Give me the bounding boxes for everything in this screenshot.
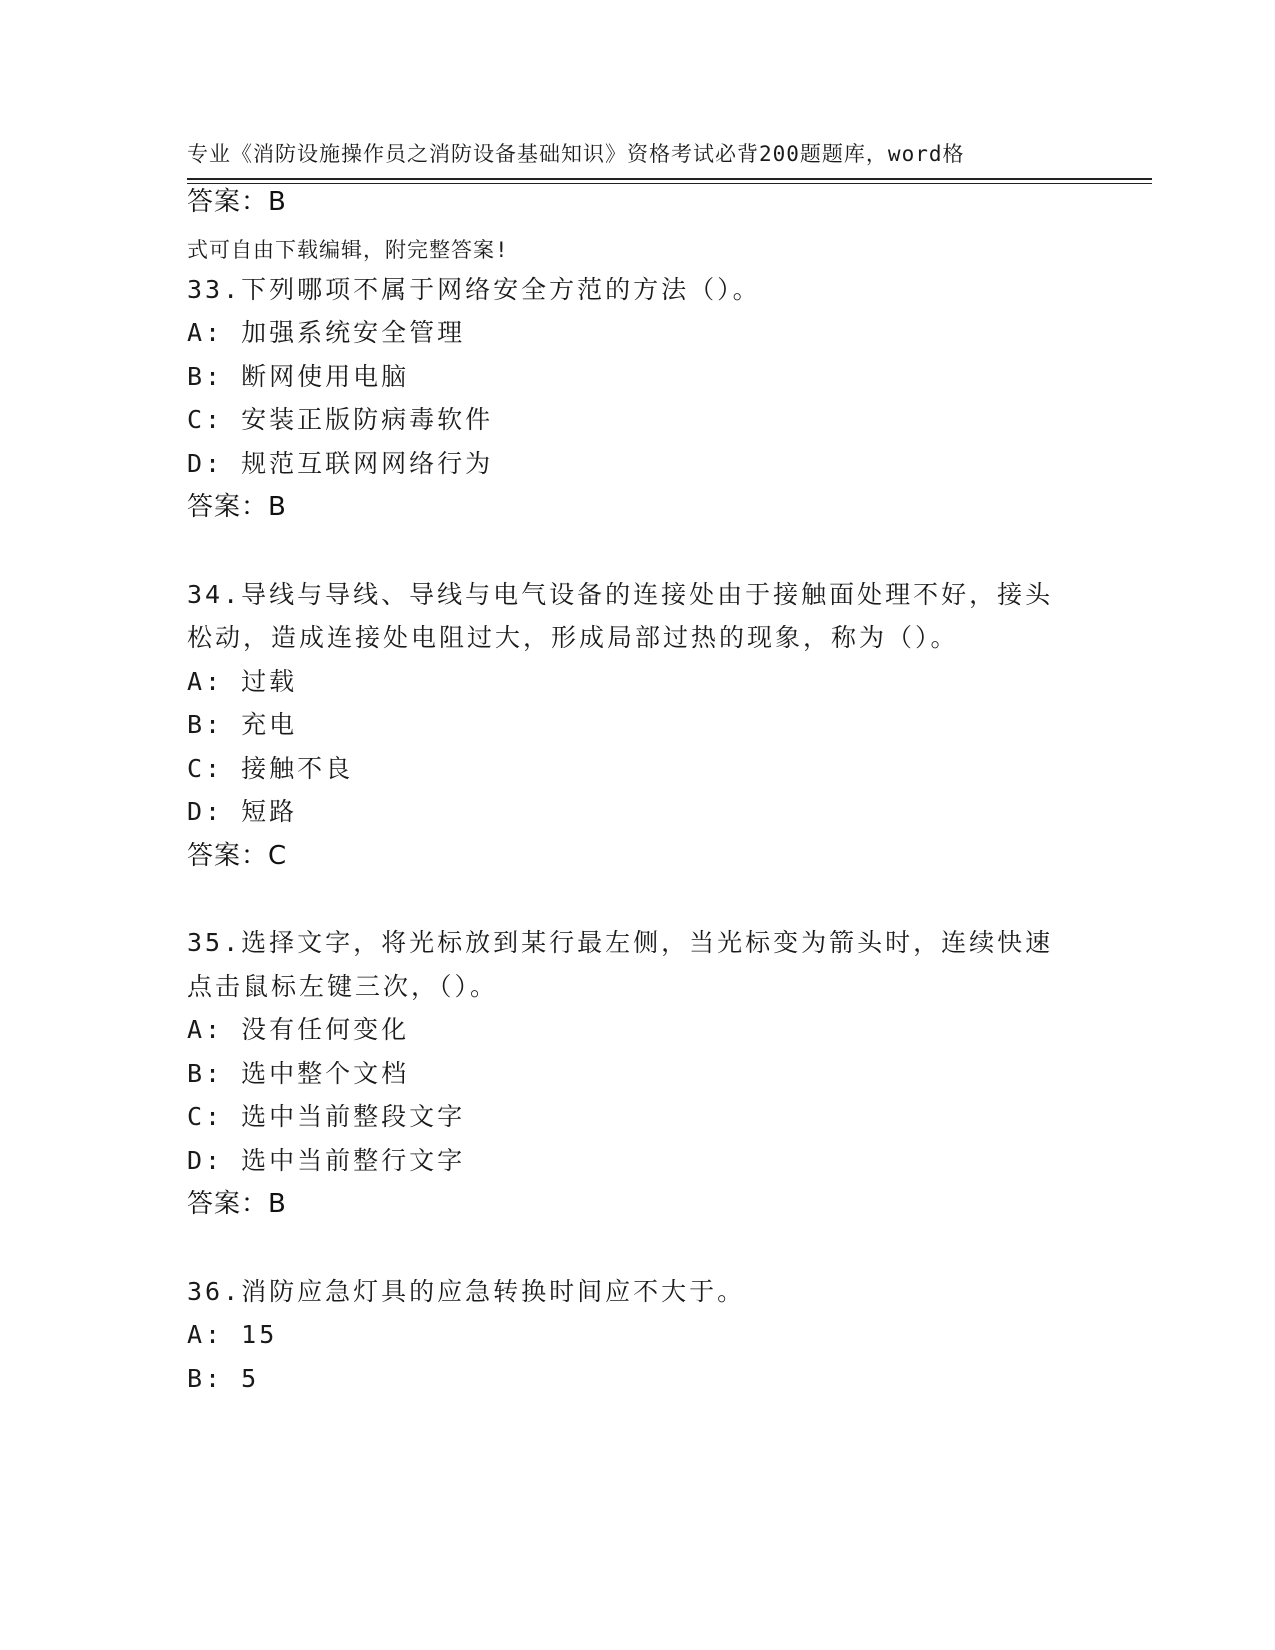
question-36-option-b: B: 5 — [187, 1364, 260, 1393]
header-line-1: 专业《消防设施操作员之消防设备基础知识》资格考试必背200题题库，word格 — [187, 142, 965, 166]
question-34-text-line-2: 松动，造成连接处电阻过大，形成局部过热的现象，称为（）。 — [187, 623, 959, 652]
header-line-2: 式可自由下载编辑，附完整答案! — [187, 238, 509, 262]
answer-33: 答案：B — [187, 492, 287, 522]
header-rule-thick — [187, 178, 1152, 180]
question-33-option-b: B: 断网使用电脑 — [187, 362, 410, 391]
question-34-option-b: B: 充电 — [187, 710, 298, 739]
question-34-option-a: A: 过载 — [187, 667, 298, 696]
question-34-option-d: D: 短路 — [187, 797, 298, 826]
question-33-option-a: A: 加强系统安全管理 — [187, 318, 466, 347]
answer-34: 答案：C — [187, 841, 288, 871]
question-35-option-a: A: 没有任何变化 — [187, 1015, 410, 1044]
question-35-option-b: B: 选中整个文档 — [187, 1059, 410, 1088]
question-33-option-c: C: 安装正版防病毒软件 — [187, 405, 494, 434]
question-35-text-line-1: 35.选择文字，将光标放到某行最左侧，当光标变为箭头时，连续快速 — [187, 928, 1054, 957]
question-33-option-d: D: 规范互联网网络行为 — [187, 449, 494, 478]
question-34-text-line-1: 34.导线与导线、导线与电气设备的连接处由于接触面处理不好，接头 — [187, 580, 1054, 609]
question-36-option-a: A: 15 — [187, 1320, 278, 1349]
question-34-option-c: C: 接触不良 — [187, 754, 354, 783]
question-36-text: 36.消防应急灯具的应急转换时间应不大于。 — [187, 1277, 746, 1306]
answer-35: 答案：B — [187, 1189, 287, 1219]
answer-32: 答案：B — [187, 187, 287, 217]
question-35-option-d: D: 选中当前整行文字 — [187, 1146, 466, 1175]
question-35-option-c: C: 选中当前整段文字 — [187, 1102, 466, 1131]
header-rule-thin — [187, 183, 1152, 184]
question-35-text-line-2: 点击鼠标左键三次，（）。 — [187, 972, 499, 1001]
question-33-text: 33.下列哪项不属于网络安全方范的方法（）。 — [187, 275, 761, 304]
